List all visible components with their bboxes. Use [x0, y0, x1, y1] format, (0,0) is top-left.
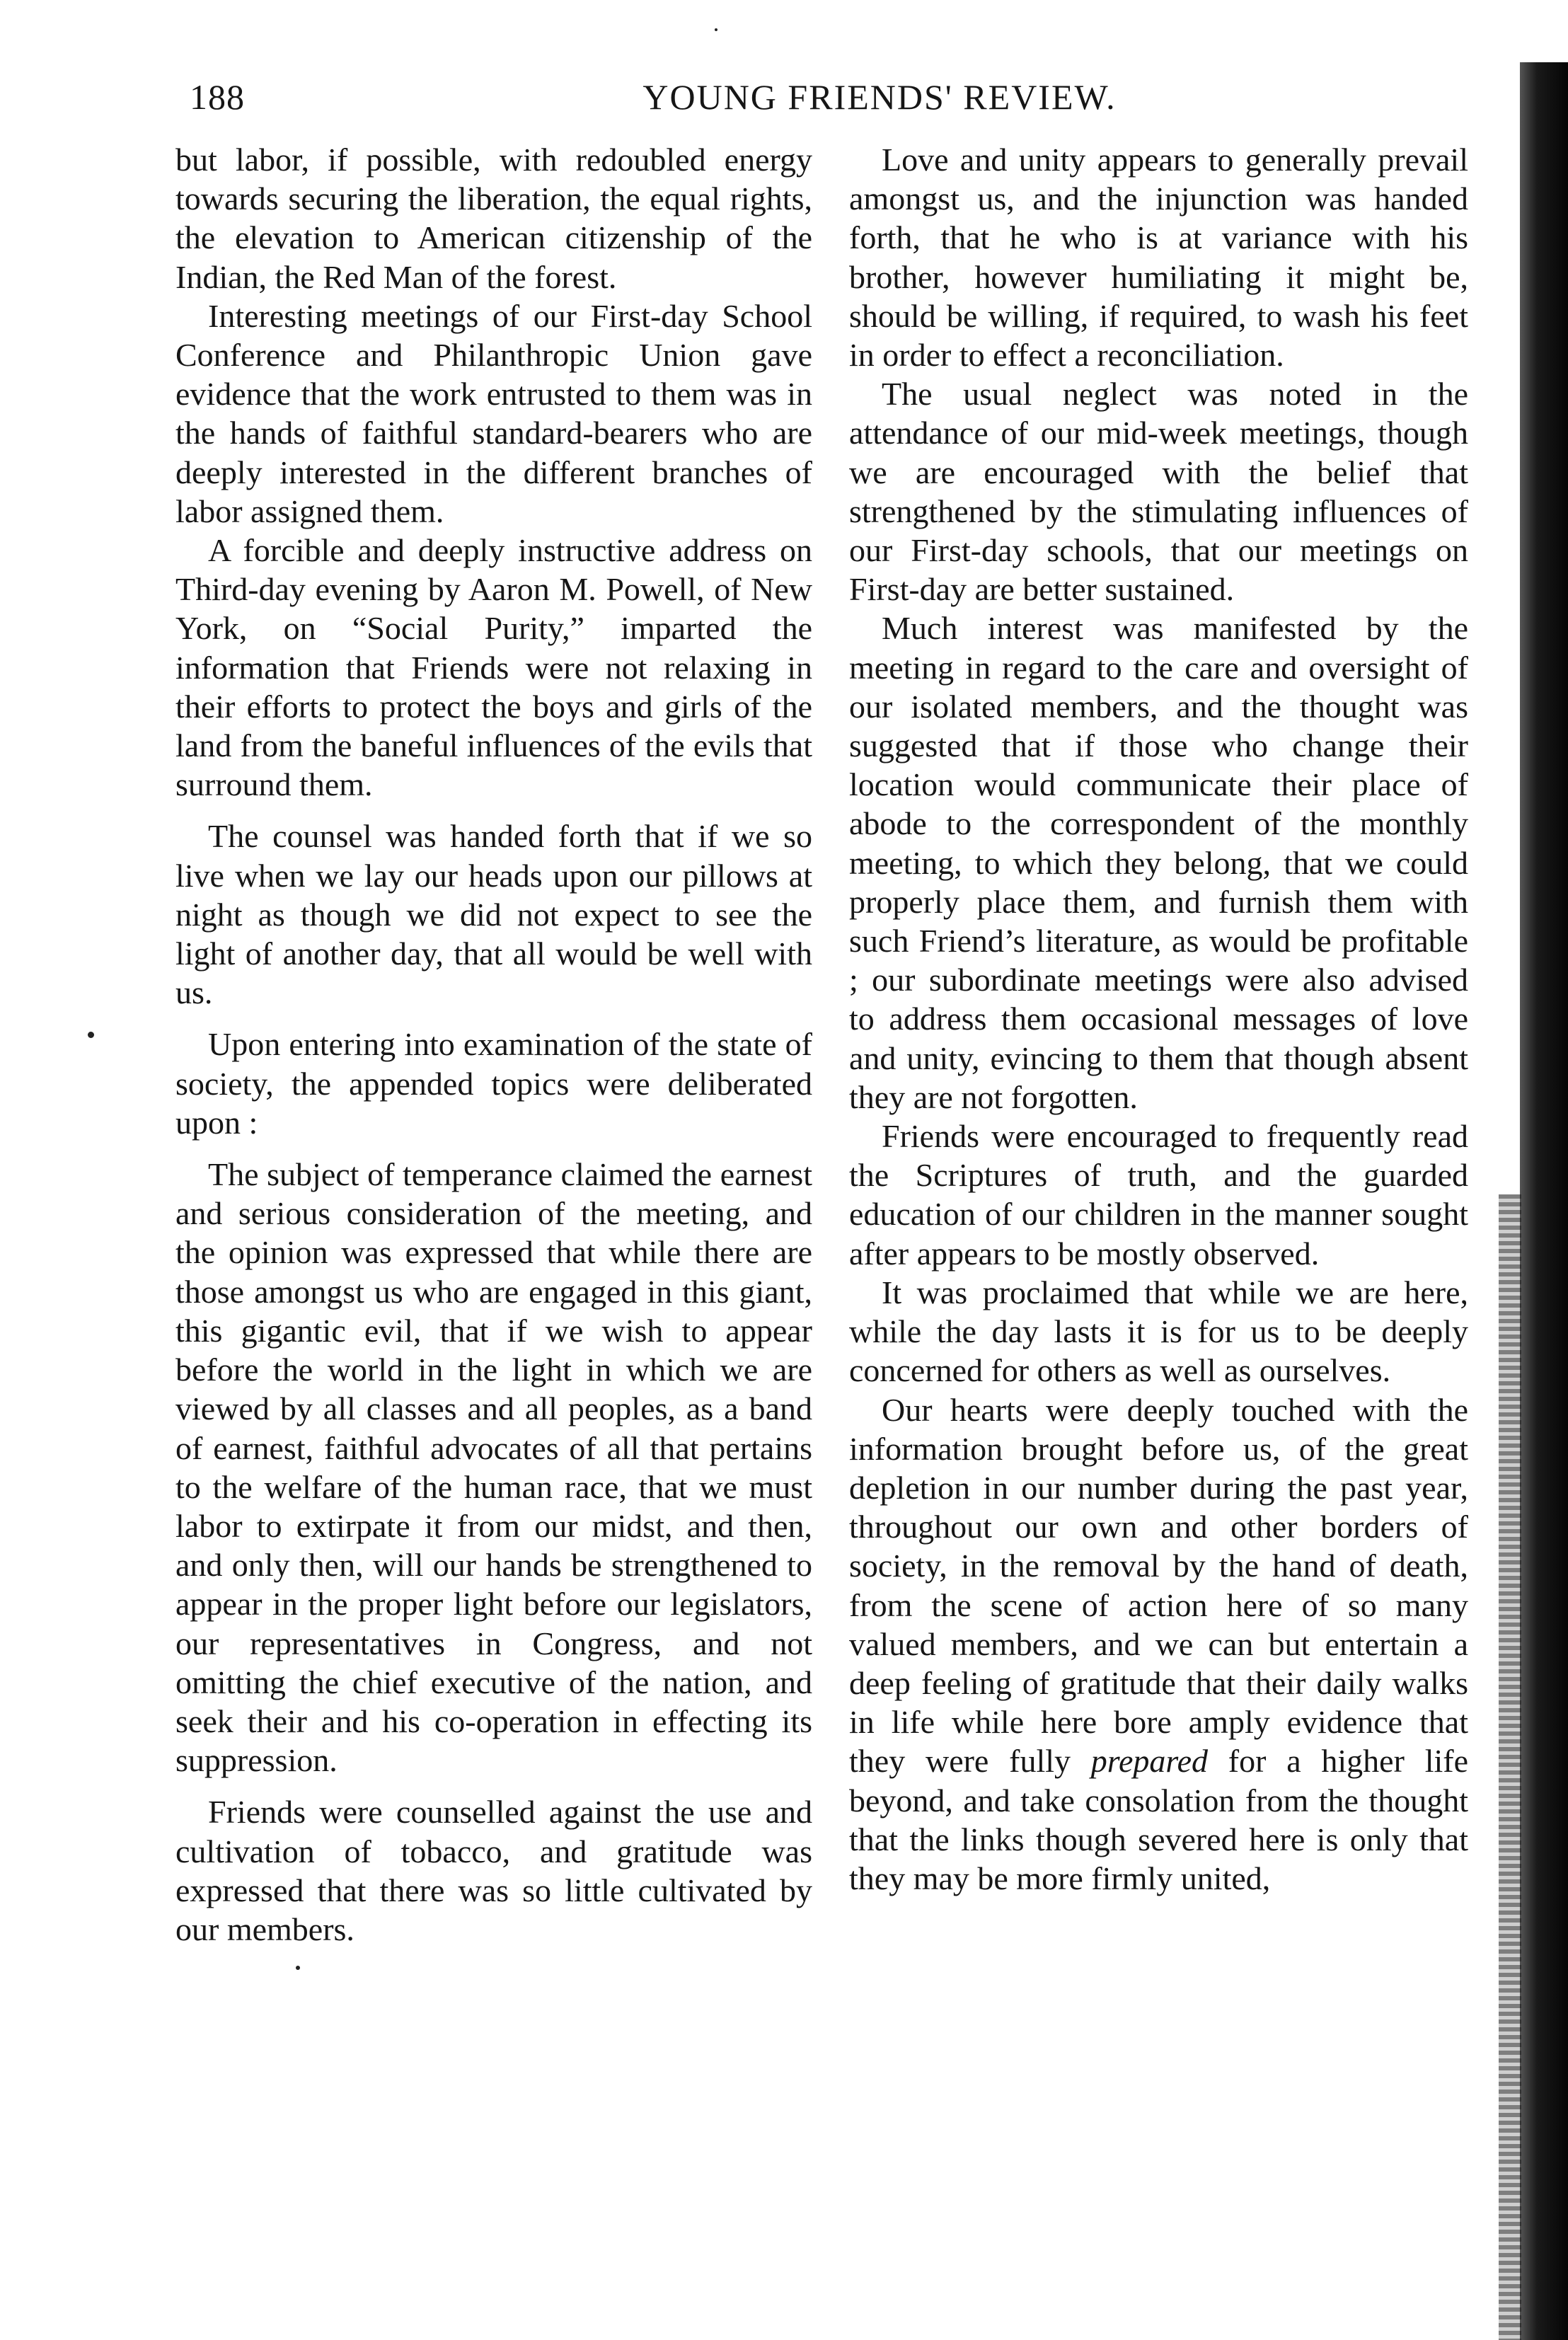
left-paragraph-4: The counsel was handed forth that if we so live when we lay our heads upon our pillows at night as though we did not expect to see the light of another day, that all would be well with us. — [175, 818, 812, 1011]
book-binding-shadow — [1520, 62, 1568, 2340]
scan-speck — [715, 28, 717, 31]
left-paragraph-6: The subject of temperance claimed the earnest and serious consideration of the meeting, and the opinion was expressed that while there are those amongst us who are engaged in this giant, this gigantic evil, that if we wish to appear before the world in the light in which we are viewed by all classes and all peoples, as a band of earnest, faithful advocates of all that pertains to the welfare of the human race, that we must labor to extirpate it from our midst, and then, and only then, will our hands be strengthened to appear in the proper light before our legislators, our representatives in Congress, and not omitting the chief executive of the nation, and seek their and his co-operation in effecting its suppression. — [175, 1156, 812, 1779]
right-paragraph-2: The usual neglect was noted in the attendance of our mid-week meetings, though we are encouraged with the belief that strengthened by the stimulating influences of our First-day schools, that our meetings on First-day are better sustained. — [849, 376, 1468, 608]
left-column — [175, 140, 812, 1949]
page-number: 188 — [190, 77, 245, 117]
running-title: YOUNG FRIENDS' REVIEW. — [642, 77, 1117, 117]
italic-emphasis: prepared — [1090, 1743, 1209, 1780]
scan-speck — [88, 1032, 94, 1038]
right-paragraph-1: Love and unity appears to generally prevail amongst us, and the injunction was handed forth, that he who is at variance with his brother, however humiliating it might be, should be willing, if required, to wash his feet in order to effect a reconciliation. — [849, 142, 1468, 374]
right-paragraph-5: It was proclaimed that while we are here, while the day lasts it is for us to be deeply concerned for others as well as ourselves. — [849, 1274, 1468, 1389]
right-paragraph-3: Much interest was manifested by the meeting in regard to the care and oversight of our isolated members, and the thought was suggested that if those who change their location would communicate their place of abode to the correspondent of the monthly meeting, to which they belong, that we could properly place them, and furnish them with such Friend’s literature, as would be profitable ; our subordinate meetings were also advised to address them occasional messages of love and unity, evincing to them that though absent they are not forgotten. — [849, 610, 1468, 1115]
right-paragraph-6: Our hearts were deeply touched with the information brought before us, of the great depletion in our number during the past year, throughout our own and other borders of society, in the removal by the hand of death, from the scene of action here of so many valued members, and we can but entertain a deep feeling of gratitude that their daily walks in life while here bore amply evidence that they were fully prepared for a higher life beyond, and take consolation from the thought that the links though severed here is only that they may be more firmly united, — [849, 1391, 1468, 1896]
left-paragraph-2: Interesting meetings of our First-day School Conference and Philanthropic Union gave evidence that the work entrusted to them was in the hands of faithful standard-bearers who are deeply interested in the different branches of labor assigned them. — [175, 297, 812, 529]
page-header — [183, 76, 1492, 133]
left-paragraph-7: Friends were counselled against the use and cultivation of tobacco, and gratitude was expressed that there was so little cultivated by our members. — [175, 1794, 812, 1947]
left-paragraph-5: Upon entering into examination of the state of society, the appended topics were deliberated upon : — [175, 1026, 812, 1141]
scan-speck — [296, 1966, 300, 1970]
right-column — [849, 140, 1468, 1898]
right-paragraph-4: Friends were encouraged to frequently read the Scriptures of truth, and the guarded education of our children in the manner sought after appears to be mostly observed. — [849, 1118, 1468, 1272]
left-paragraph-1: but labor, if possible, with redoubled energy towards securing the liberation, the equal rights, the elevation to American citizenship of the Indian, the Red Man of the forest. — [175, 142, 812, 295]
left-paragraph-3: A forcible and deeply instructive address on Third-day evening by Aaron M. Powell, of New York, on “Social Purity,” imparted the information that Friends were not relaxing in their efforts to protect the boys and girls of the land from the baneful influences of the evils that surround them. — [175, 532, 812, 803]
